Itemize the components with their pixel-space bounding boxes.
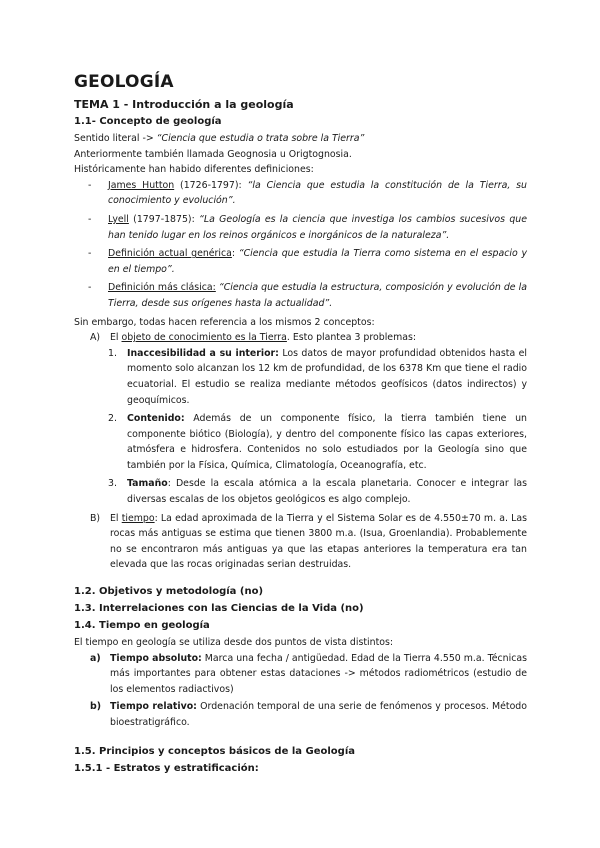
document-title: GEOLOGÍA bbox=[74, 72, 174, 92]
section-1-5-1-heading: 1.5.1 - Estratos y estratificación: bbox=[74, 762, 259, 774]
definition-item: - Lyell (1797-1875): “La Geología es la ciencia que investiga los cambios sucesivos que han tenido lugar en los reinos orgánicos e inorgánicos de la naturaleza”. bbox=[88, 213, 527, 241]
time-item: b) Tiempo relativo: Ordenación temporal de una serie de fenómenos y procesos. Método bioestratigráfico. bbox=[90, 701, 527, 728]
section-1-4-heading: 1.4. Tiempo en geología bbox=[74, 620, 210, 632]
problem-item: 3. Tamaño: Desde la escala atómica a la escala planetaria. Conocer e integrar las diversas escalas de los objetos geológicos es algo complejo. bbox=[108, 478, 527, 506]
concept-b: B) El tiempo: La edad aproximada de la Tierra y el Sistema Solar es de 4.550±70 m. a. Las rocas más antiguas se estima que tienen 3800 m.a. (Isua, Groenlandia). Probablemente no se encontraron más antiguas ya que las etapas anteriores la temperatura era tan elevada que las rocas originadas serian destruidas. bbox=[90, 512, 527, 571]
definition-item: - James Hutton (1726-1797): “la Ciencia que estudia la constitución de la Tierra, su conocimiento y evolución”. bbox=[88, 179, 527, 207]
time-item: a) Tiempo absoluto: Marca una fecha / antigüedad. Edad de la Tierra 4.550 m.a. Técnicas más importantes para obtener estas dataciones -> métodos radiométricos (estudio de los elementos radiactivos) bbox=[90, 652, 527, 695]
section-1-1-heading: 1.1- Concepto de geología bbox=[74, 116, 222, 127]
tema-heading: TEMA 1 - Introducción a la geología bbox=[74, 98, 294, 111]
section-1-3-heading: 1.3. Interrelaciones con las Ciencias de la Vida (no) bbox=[74, 603, 364, 615]
time-intro: El tiempo en geología se utiliza desde dos puntos de vista distintos: bbox=[74, 637, 394, 649]
concepts-intro: Sin embargo, todas hacen referencia a los mismos 2 conceptos: bbox=[74, 316, 375, 328]
section-1-2-heading: 1.2. Objetivos y metodología (no) bbox=[74, 586, 264, 598]
former-names-line: Anteriormente también llamada Geognosia u Origtognosia. bbox=[74, 148, 352, 160]
problem-item: 1. Inaccesibilidad a su interior: Los datos de mayor profundidad obtenidos hasta el momento solo alcanzan los 12 km de profundidad, de los 6378 Km que tiene el radio ecuatorial. El estudio se realiza mediante métodos geofísicos (datos indirectos) y geoquímicos. bbox=[108, 347, 527, 406]
section-1-5-heading: 1.5. Principios y conceptos básicos de la Geología bbox=[74, 745, 356, 757]
definitions-intro: Históricamente han habido diferentes definiciones: bbox=[74, 164, 314, 176]
literal-sense-line: Sentido literal -> “Ciencia que estudia o trata sobre la Tierra” bbox=[74, 133, 365, 144]
definition-item: - Definición más clásica: “Ciencia que estudia la estructura, composición y evolución de la Tierra, desde sus orígenes hasta la actualidad”. bbox=[88, 282, 527, 309]
definition-item: - Definición actual genérica: “Ciencia que estudia la Tierra como sistema en el espacio y en el tiempo”. bbox=[88, 248, 527, 275]
problem-item: 2. Contenido: Además de un componente físico, la tierra también tiene un componente biótico (Biología), y dentro del componente físico las capas exteriores, atmósfera e hidrosfera. Contenidos no solo estudiados por la Geología sino que también por la Física, Química, Climatología, Oceanografía, etc. bbox=[108, 413, 527, 471]
concept-a: A) El objeto de conocimiento es la Tierra. Esto plantea 3 problemas: bbox=[90, 332, 416, 344]
